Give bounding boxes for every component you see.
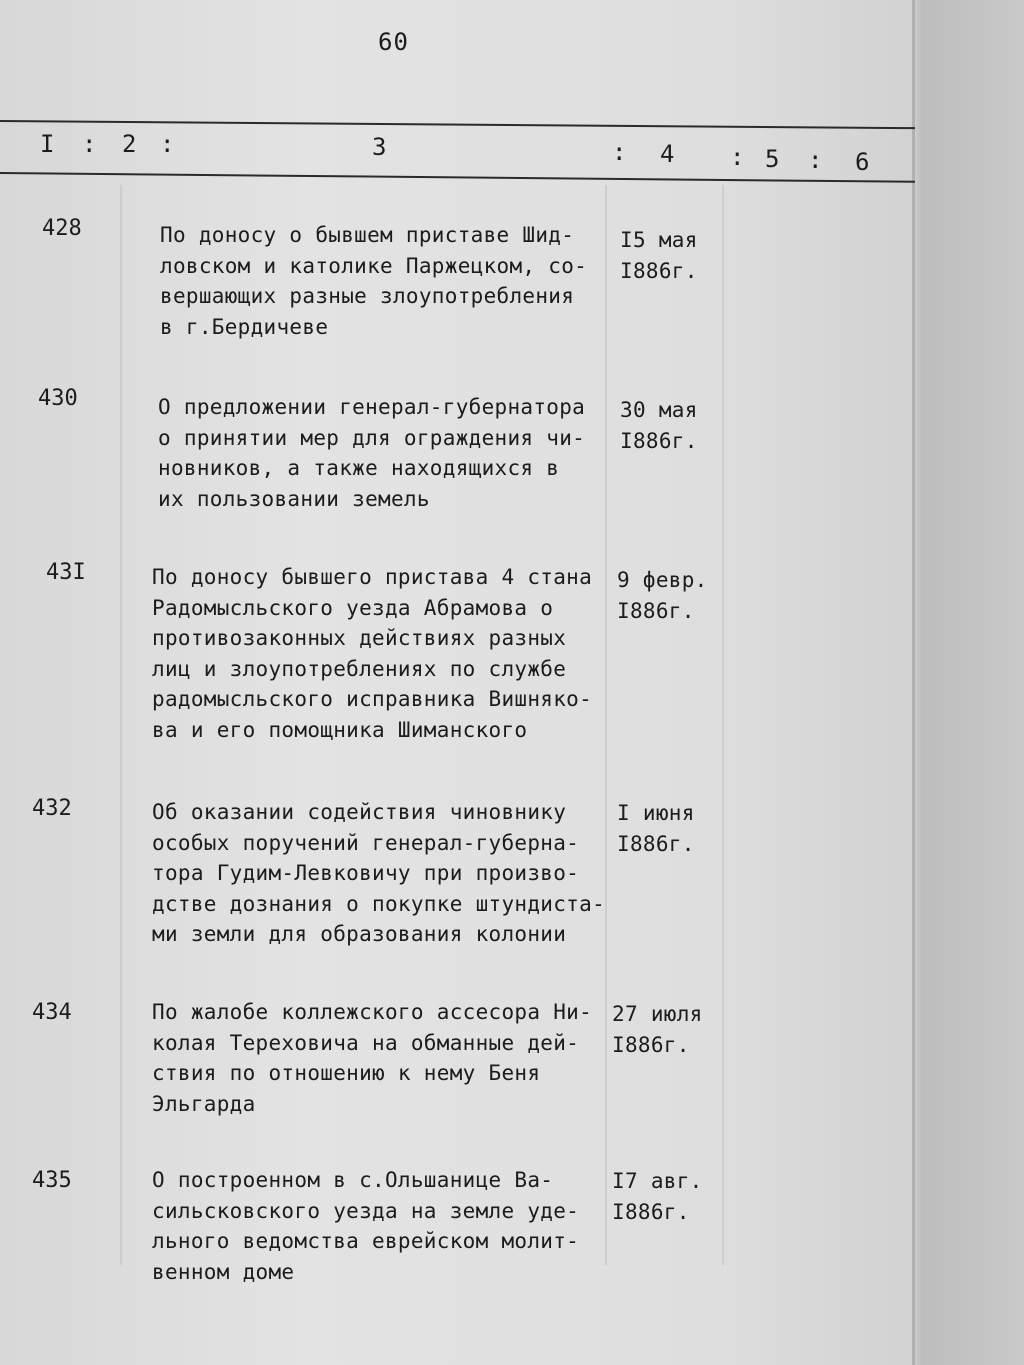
entry-title: По доносу бывшего пристава 4 стана Радомысльского уезда Абрамова о противозаконных действиях разных лиц и злоупотреблениях по службе радомысльского исправника Вишняко- ва и его помощника Шиманского bbox=[152, 565, 593, 742]
column-header-1: I bbox=[40, 130, 55, 158]
entry-number: 434 bbox=[32, 1000, 72, 1025]
column-separator: : bbox=[808, 146, 823, 174]
entry-date: 27 июля I886г. bbox=[612, 1002, 703, 1057]
entry-number: 430 bbox=[38, 386, 78, 411]
entry-title: По доносу о бывшем приставе Шид- ловском и католике Паржецком, со- вершающих разные злоупотребления в г.Бердичеве bbox=[160, 223, 588, 339]
column-header-3: 3 bbox=[372, 133, 387, 161]
column-header-2: 2 bbox=[122, 130, 137, 158]
entry-date: 30 мая I886г. bbox=[620, 398, 698, 453]
entry-title: По жалобе коллежского ассесора Ни- колая Тереховича на обманные дей- ствия по отношению к нему Беня Эльгарда bbox=[152, 1000, 593, 1116]
entry-date: 9 февр. I886г. bbox=[617, 568, 708, 623]
entry-title: О построенном в с.Ольшанице Ва- сильсковского уезда на земле уде- льного ведомства еврейском молит- венном доме bbox=[152, 1168, 580, 1284]
column-separator: : bbox=[612, 138, 627, 166]
entry-number: 43I bbox=[46, 560, 86, 585]
entry-date: I5 мая I886г. bbox=[620, 228, 698, 283]
show-through-rule bbox=[722, 185, 724, 1265]
show-through-rule bbox=[120, 185, 122, 1265]
header-top-rule bbox=[0, 120, 915, 129]
page-number: 60 bbox=[378, 28, 409, 56]
entry-title: Об оказании содействия чиновнику особых поручений генерал-губерна- тора Гудим-Левковичу при произво- дстве дознания о покупке штундиста- ми земли для образования колонии bbox=[152, 800, 606, 946]
header-bottom-rule bbox=[0, 172, 915, 183]
column-separator: : bbox=[730, 143, 745, 171]
show-through-rule bbox=[605, 185, 607, 1265]
entry-number: 435 bbox=[32, 1168, 72, 1193]
column-header-6: 6 bbox=[855, 148, 870, 176]
column-separator: : bbox=[82, 130, 97, 158]
entry-number: 432 bbox=[32, 796, 72, 821]
entry-date: I июня I886г. bbox=[617, 801, 695, 856]
column-header-4: 4 bbox=[660, 140, 675, 168]
entry-number: 428 bbox=[42, 216, 82, 241]
entry-date: I7 авг. I886г. bbox=[612, 1169, 703, 1224]
column-header-5: 5 bbox=[765, 145, 780, 173]
page-edge bbox=[912, 0, 915, 1365]
entry-title: О предложении генерал-губернатора о принятии мер для ограждения чи- новников, а также находящихся в их пользовании земель bbox=[158, 395, 586, 511]
column-separator: : bbox=[160, 130, 175, 158]
